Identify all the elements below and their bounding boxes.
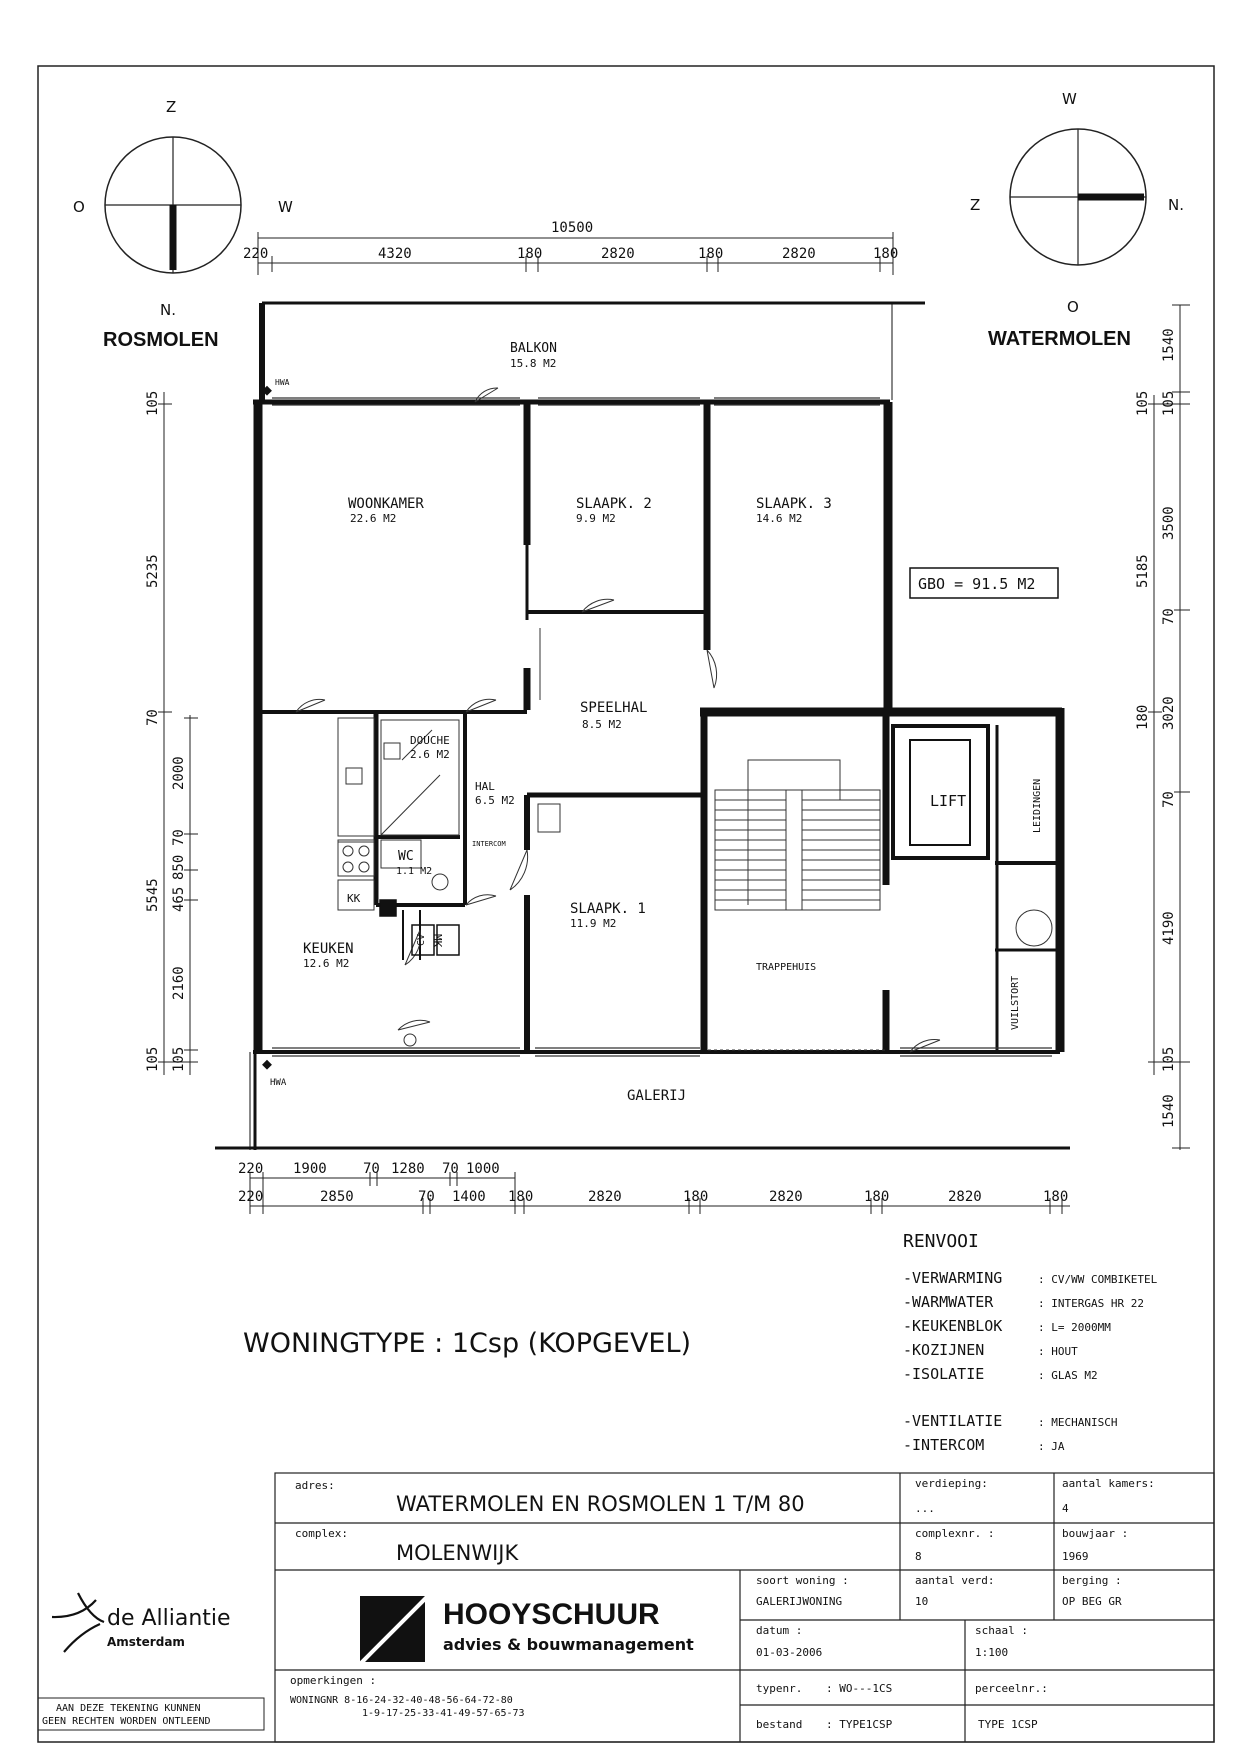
alliantie-logo xyxy=(52,1593,231,1652)
room-hal-name: HAL xyxy=(475,780,495,793)
tb-typenr-value: : WO---1CS xyxy=(826,1682,893,1695)
compass-right-top: W xyxy=(1062,90,1077,108)
dim-right-10: 4190 xyxy=(1161,911,1177,945)
dim-total: 10500 xyxy=(551,220,594,236)
dim-left-6: 850 xyxy=(171,854,187,880)
room-keuken-area: 12.6 M2 xyxy=(303,957,350,970)
tb-adres-label: adres: xyxy=(295,1479,335,1492)
dim-left-3: 70 xyxy=(145,709,161,726)
building-right-name: WATERMOLEN xyxy=(988,328,1131,350)
bottom-dimension-labels xyxy=(238,1161,1068,1205)
tb-complexnr-value: 8 xyxy=(915,1550,922,1563)
dim-bot1-3: 70 xyxy=(363,1161,380,1177)
left-dimension-labels xyxy=(145,391,187,1072)
dim-top-5: 180 xyxy=(698,246,724,262)
tb-typenr-label: typenr. xyxy=(756,1682,803,1695)
tb-adres-value: WATERMOLEN EN ROSMOLEN 1 T/M 80 xyxy=(396,1492,805,1516)
renvooi-key-2: -WARMWATER xyxy=(903,1293,994,1311)
hwa-bottom-label: HWA xyxy=(270,1078,287,1088)
tb-schaal-value: 1:100 xyxy=(975,1646,1009,1659)
hwa-bottom-marker xyxy=(262,1060,272,1070)
dim-bot2-6: 2820 xyxy=(588,1189,622,1205)
dim-bot2-1: 220 xyxy=(238,1189,264,1205)
dim-bot1-4: 1280 xyxy=(391,1161,425,1177)
room-vuilstort-name: VUILSTORT xyxy=(1010,975,1021,1030)
renvooi-key-3: -KEUKENBLOK xyxy=(903,1317,1003,1335)
renvooi-val-2: : INTERGAS HR 22 xyxy=(1038,1297,1144,1310)
tb-kamers-value: 4 xyxy=(1062,1502,1069,1515)
dim-bot2-5: 180 xyxy=(508,1189,534,1205)
intercom-label: INTERCOM xyxy=(472,840,506,848)
renvooi-val-1: : CV/WW COMBIKETEL xyxy=(1038,1273,1158,1286)
dim-bot2-9: 180 xyxy=(864,1189,890,1205)
floorplan-walls xyxy=(253,303,1062,1052)
hooyschuur-sub: advies & bouwmanagement xyxy=(443,1635,694,1654)
staircase xyxy=(705,760,885,1050)
fixtures xyxy=(338,718,1052,1046)
bottom-dimensions xyxy=(250,1172,1070,1214)
dim-right-4: 3500 xyxy=(1161,506,1177,540)
dim-left-5: 70 xyxy=(171,829,187,846)
hwa-top-label: HWA xyxy=(275,378,290,387)
renvooi-key-6: -VENTILATIE xyxy=(903,1412,1003,1430)
tb-complex-value: MOLENWIJK xyxy=(396,1541,519,1565)
dim-left-2: 5235 xyxy=(145,554,161,588)
room-slaapk2-name: SLAAPK. 2 xyxy=(576,496,652,512)
room-woonkamer-name: WOONKAMER xyxy=(348,496,424,512)
hooyschuur-name: HOOYSCHUUR xyxy=(443,1598,660,1631)
room-slaapk3-name: SLAAPK. 3 xyxy=(756,496,832,512)
alliantie-city: Amsterdam xyxy=(107,1635,185,1649)
mk-label: MK xyxy=(431,934,444,948)
room-douche-area: 2.6 M2 xyxy=(410,748,450,761)
room-hal-area: 6.5 M2 xyxy=(475,794,515,807)
renvooi-val-5: : GLAS M2 xyxy=(1038,1369,1098,1382)
room-leidingen-name: LEIDINGEN xyxy=(1032,778,1043,833)
tb-opm-line1: WONINGNR 8-16-24-32-40-48-56-64-72-80 xyxy=(290,1695,513,1706)
room-trappehuis-name: TRAPPEHUIS xyxy=(756,962,817,973)
tb-verdieping-label: verdieping: xyxy=(915,1477,988,1490)
renvooi-val-7: : JA xyxy=(1038,1440,1065,1453)
tb-bouwjaar-value: 1969 xyxy=(1062,1550,1089,1563)
room-slaapk1-name: SLAAPK. 1 xyxy=(570,901,646,917)
compass-left-top: Z xyxy=(166,98,177,116)
room-slaapk3-area: 14.6 M2 xyxy=(756,512,803,525)
tb-datum-value: 01-03-2006 xyxy=(756,1646,823,1659)
dim-right-2: 105 xyxy=(1135,390,1151,416)
compass-right-east: N. xyxy=(1168,196,1184,214)
hooyschuur-logo xyxy=(360,1596,694,1664)
tb-opm-line2: 1-9-17-25-33-41-49-57-65-73 xyxy=(362,1708,525,1719)
room-woonkamer-area: 22.6 M2 xyxy=(350,512,397,525)
tb-perceel-label: perceelnr.: xyxy=(975,1682,1048,1695)
dim-bot1-2: 1900 xyxy=(293,1161,327,1177)
dim-top-3: 180 xyxy=(517,246,543,262)
tb-complexnr-label: complexnr. : xyxy=(915,1527,995,1540)
dim-top-7: 180 xyxy=(873,246,899,262)
room-keuken-name: KEUKEN xyxy=(303,941,354,957)
dim-bot1-1: 220 xyxy=(238,1161,264,1177)
dim-right-6: 70 xyxy=(1161,608,1177,625)
dim-right-1: 1540 xyxy=(1161,328,1177,362)
compass-right-west: Z xyxy=(970,196,981,214)
dim-bot2-11: 180 xyxy=(1043,1189,1069,1205)
dim-bot2-10: 2820 xyxy=(948,1189,982,1205)
tb-verd-label: aantal verd: xyxy=(915,1574,995,1587)
stove-icon xyxy=(338,842,374,876)
tb-bestand-value: : TYPE1CSP xyxy=(826,1718,893,1731)
renvooi-key-7: -INTERCOM xyxy=(903,1436,985,1454)
tb-soort-label: soort woning : xyxy=(756,1574,849,1587)
compass-right-bottom: O xyxy=(1067,298,1079,316)
dim-left-10: 105 xyxy=(145,1046,161,1072)
woningtype-title: WONINGTYPE : 1Csp (KOPGEVEL) xyxy=(243,1328,692,1359)
compass-left-west: O xyxy=(73,198,85,216)
room-balkon-name: BALKON xyxy=(510,341,557,356)
dim-bot1-5: 70 xyxy=(442,1161,459,1177)
renvooi-key-5: -ISOLATIE xyxy=(903,1365,985,1383)
room-slaapk1-area: 11.9 M2 xyxy=(570,917,617,930)
dim-left-7: 465 xyxy=(171,886,187,912)
disclaimer-line1: AAN DEZE TEKENING KUNNEN xyxy=(56,1703,201,1714)
dim-bot2-3: 70 xyxy=(418,1189,435,1205)
room-speelhal-name: SPEELHAL xyxy=(580,700,648,716)
tb-berging-label: berging : xyxy=(1062,1574,1122,1587)
dim-left-9: 2160 xyxy=(171,966,187,1000)
compass-left-bottom: N. xyxy=(160,301,176,319)
renvooi-val-6: : MECHANISCH xyxy=(1038,1416,1118,1429)
alliantie-star-icon xyxy=(52,1593,104,1652)
tb-soort-value: GALERIJWONING xyxy=(756,1595,843,1608)
dim-right-7: 3020 xyxy=(1161,696,1177,730)
renvooi-key-4: -KOZIJNEN xyxy=(903,1341,985,1359)
gbo-box xyxy=(910,568,1058,598)
tb-kamers-label: aantal kamers: xyxy=(1062,1477,1155,1490)
dim-right-3: 105 xyxy=(1161,390,1177,416)
room-douche-name: DOUCHE xyxy=(410,734,450,747)
dim-top-6: 2820 xyxy=(782,246,816,262)
dim-bot2-4: 1400 xyxy=(452,1189,486,1205)
hwa-markers xyxy=(262,378,290,1088)
tb-verdieping-value: ... xyxy=(915,1502,935,1515)
tb-type-right: TYPE 1CSP xyxy=(978,1718,1038,1731)
top-dimension-labels xyxy=(243,220,898,262)
disclaimer-box xyxy=(38,1698,264,1730)
tb-bouwjaar-label: bouwjaar : xyxy=(1062,1527,1129,1540)
room-labels xyxy=(303,341,1043,1104)
dim-left-8: 5545 xyxy=(145,878,161,912)
kk-label: KK xyxy=(347,892,361,905)
dim-right-9: 70 xyxy=(1161,791,1177,808)
dim-top-4: 2820 xyxy=(601,246,635,262)
building-left-name: ROSMOLEN xyxy=(103,329,219,351)
renvooi-val-4: : HOUT xyxy=(1038,1345,1078,1358)
cv-label: CV xyxy=(416,933,427,946)
dim-right-5: 5185 xyxy=(1135,554,1151,588)
tb-opm-label: opmerkingen : xyxy=(290,1674,377,1687)
room-galerij-name: GALERIJ xyxy=(627,1088,687,1104)
renvooi-val-3: : L= 2000MM xyxy=(1038,1321,1111,1334)
tb-verd-value: 10 xyxy=(915,1595,929,1608)
tb-datum-label: datum : xyxy=(756,1624,803,1637)
dim-bot2-2: 2850 xyxy=(320,1189,354,1205)
dim-right-12: 1540 xyxy=(1161,1094,1177,1128)
tb-bestand-label: bestand xyxy=(756,1718,803,1731)
renvooi-title: RENVOOI xyxy=(903,1231,979,1252)
right-dimension-labels xyxy=(1135,328,1177,1128)
dim-top-2: 4320 xyxy=(378,246,412,262)
dim-top-1: 220 xyxy=(243,246,269,262)
tb-complex-label: complex: xyxy=(295,1527,348,1540)
dim-bot2-8: 2820 xyxy=(769,1189,803,1205)
room-wc-name: WC xyxy=(398,849,414,864)
dim-left-1: 105 xyxy=(145,390,161,416)
gbo-value: GBO = 91.5 M2 xyxy=(918,575,1036,593)
renvooi-key-1: -VERWARMING xyxy=(903,1269,1003,1287)
room-speelhal-area: 8.5 M2 xyxy=(582,718,622,731)
dim-left-11: 105 xyxy=(171,1046,187,1072)
room-lift-name: LIFT xyxy=(930,792,967,810)
renvooi xyxy=(903,1231,1158,1454)
tb-schaal-label: schaal : xyxy=(975,1624,1028,1637)
dim-right-8: 180 xyxy=(1135,704,1151,730)
dim-right-11: 105 xyxy=(1161,1046,1177,1072)
disclaimer-line2: GEEN RECHTEN WORDEN ONTLEEND xyxy=(42,1716,211,1727)
dim-bot1-6: 1000 xyxy=(466,1161,500,1177)
room-wc-area: 1.1 M2 xyxy=(396,866,433,877)
compass-right xyxy=(970,90,1184,350)
dim-left-4: 2000 xyxy=(171,756,187,790)
compass-left-east: W xyxy=(278,198,293,216)
dim-bot2-7: 180 xyxy=(683,1189,709,1205)
room-slaapk2-area: 9.9 M2 xyxy=(576,512,616,525)
room-balkon-area: 15.8 M2 xyxy=(510,357,557,370)
tb-berging-value: OP BEG GR xyxy=(1062,1595,1122,1608)
alliantie-name: de Alliantie xyxy=(107,1606,231,1631)
